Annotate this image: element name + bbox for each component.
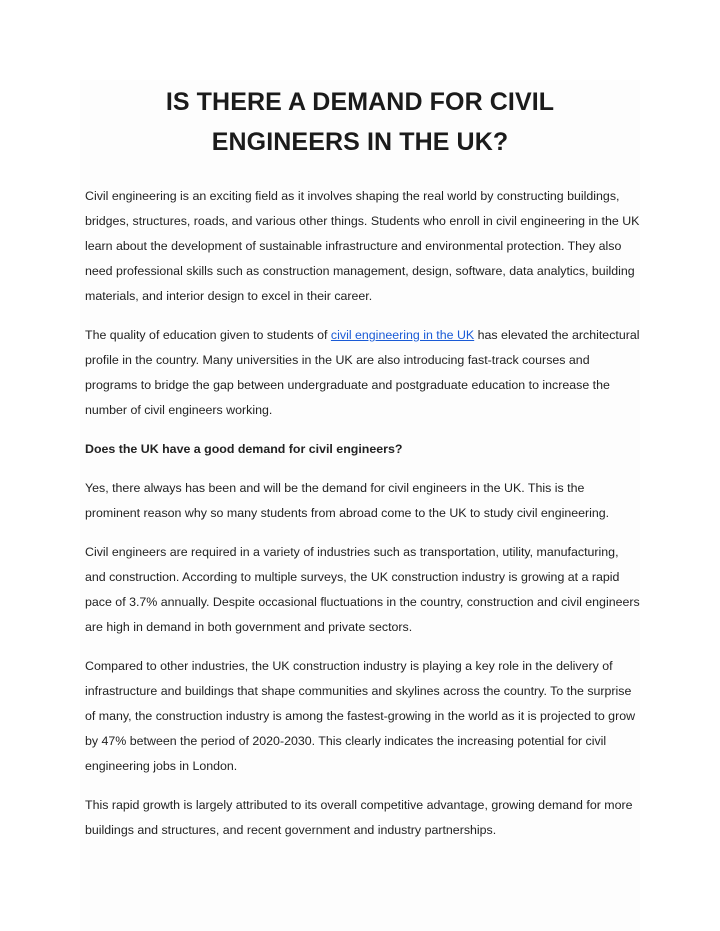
article-body: [85, 184, 640, 857]
subheading-demand: Does the UK have a good demand for civil engineers?: [85, 442, 403, 456]
paragraph-demand: Yes, there always has been and will be the demand for civil engineers in the UK. This is the prominent reason why so many students from abroad come to the UK to study civil engineering.: [85, 481, 610, 520]
paragraph-education-text-start: The quality of education given to students of: [85, 328, 331, 342]
paragraph-industries: Civil engineers are required in a variety of industries such as transportation, utility, manufacturing, and construction. According to multiple surveys, the UK construction industry is growing at a rapid pace of 3.7% annually. Despite occasional fluctuations in the country, construction and civil engineers are high in demand in both government and private sectors.: [85, 545, 640, 634]
title-line-1: IS THERE A DEMAND FOR CIVIL: [165, 88, 555, 116]
civil-engineering-uk-link[interactable]: civil engineering in the UK: [330, 328, 475, 342]
paragraph-intro: Civil engineering is an exciting field as it involves shaping the real world by constructing buildings, bridges, structures, roads, and various other things. Students who enroll in civil engineering in the UK learn about the development of sustainable infrastructure and environmental protection. They also need professional skills such as construction management, design, software, data analytics, building materials, and interior design to excel in their career.: [85, 189, 640, 303]
title-line-2: ENGINEERS IN THE UK?: [211, 128, 509, 156]
paragraph-conclusion: This rapid growth is largely attributed to its overall competitive advantage, growing demand for more buildings and structures, and recent government and industry partnerships.: [85, 798, 633, 837]
paragraph-education-text-end: has elevated the architectural profile in the country. Many universities in the UK are also introducing fast-track courses and programs to bridge the gap between undergraduate and postgraduate education to increase the number of civil engineers working.: [85, 328, 640, 417]
page-title: [0, 82, 720, 162]
paragraph-growth: Compared to other industries, the UK construction industry is playing a key role in the delivery of infrastructure and buildings that shape communities and skylines across the country. To the surprise of many, the construction industry is among the fastest-growing in the world as it is projected to grow by 47% between the period of 2020-2030. This clearly indicates the increasing potential for civil engineering jobs in London.: [85, 659, 636, 773]
paragraph-education: [85, 323, 640, 423]
